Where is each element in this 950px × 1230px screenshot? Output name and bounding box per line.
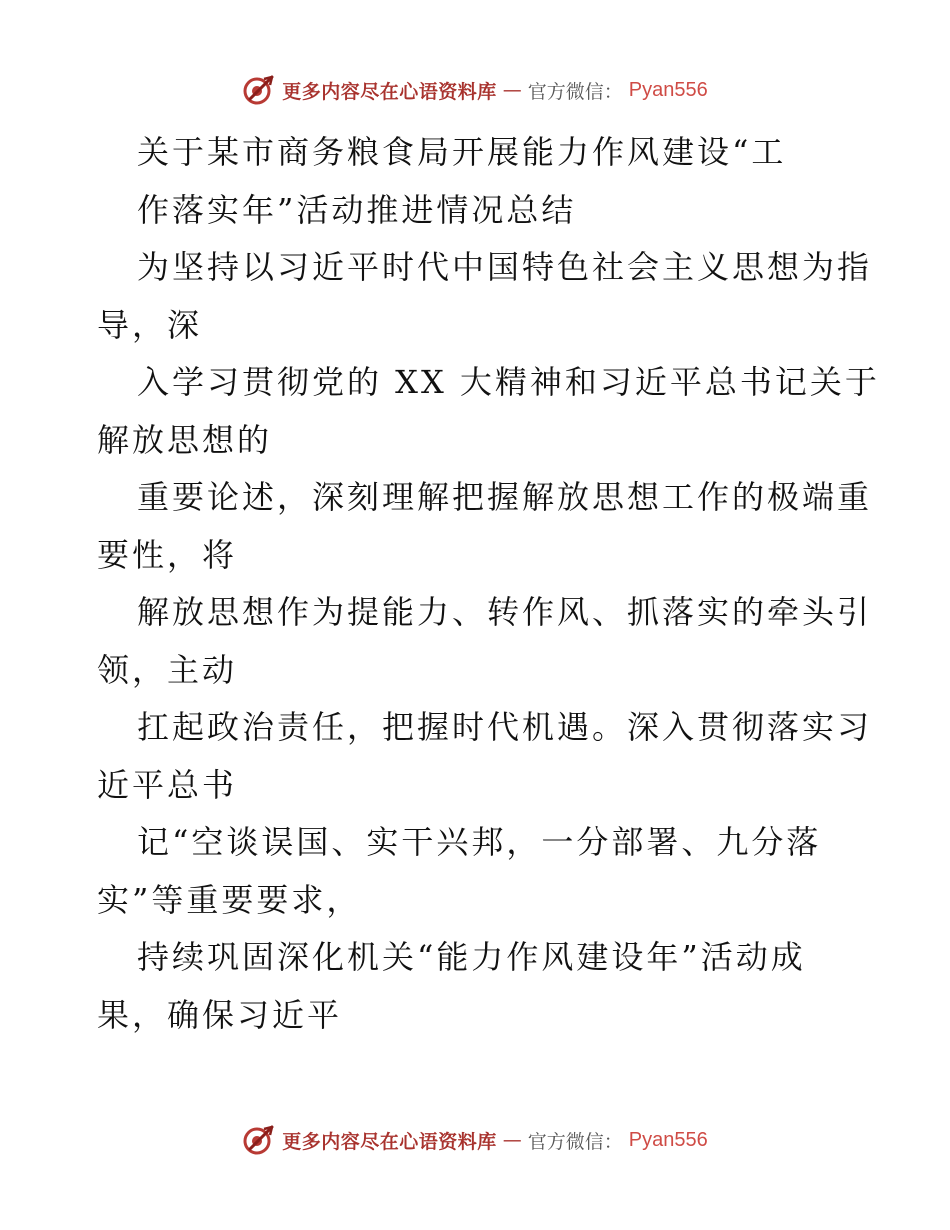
doc-text-line: 重要论述，深刻理解把握解放思想工作的极端重 [137,478,873,516]
doc-title-line-2: 作落实年”活动推进情况总结 [137,190,577,229]
watermark-wechat-account: Pyan556 [628,78,708,101]
doc-text-line: 实”等重要要求， [97,880,362,919]
doc-title-line-1: 关于某市商务粮食局开展能力作风建设“工 [137,133,787,171]
doc-text-line: 解放思想作为提能力、转作风、抓落实的牵头引 [137,593,873,631]
doc-text-line: 为坚持以习近平时代中国特色社会主义思想为指 [137,248,873,286]
header-watermark-banner [0,70,950,110]
red-sun-ring-logo-icon [242,73,276,107]
watermark-main-text: 更多内容尽在心语资料库 [282,1130,497,1153]
doc-text-line: 扛起政治责任，把握时代机遇。深入贯彻落实习 [137,708,873,746]
watermark-wechat-account: Pyan556 [628,1128,708,1151]
doc-text-line: 果，确保习近平 [97,995,343,1034]
doc-text-line: 记“空谈误国、实干兴邦，一分部署、九分落 [137,823,822,861]
watermark-separator: — [502,79,522,101]
watermark-main-text: 更多内容尽在心语资料库 [282,80,497,103]
doc-text-line: 要性，将 [97,535,238,574]
doc-text-line: 入学习贯彻党的 XX 大精神和习近平总书记关于 [137,363,880,401]
doc-text-line: 近平总书 [97,765,238,804]
doc-text-line: 领，主动 [97,650,238,689]
watermark-wechat-label: 官方微信： [527,1130,623,1153]
red-sun-ring-logo-icon [242,1123,276,1157]
doc-text-line: 持续巩固深化机关“能力作风建设年”活动成 [137,938,806,976]
document-body [97,124,880,1044]
doc-text-line: 导，深 [97,305,203,344]
doc-text-line: 解放思想的 [97,420,273,459]
watermark-wechat-label: 官方微信： [527,80,623,103]
footer-watermark-banner [0,1120,950,1160]
watermark-separator: — [502,1129,522,1151]
